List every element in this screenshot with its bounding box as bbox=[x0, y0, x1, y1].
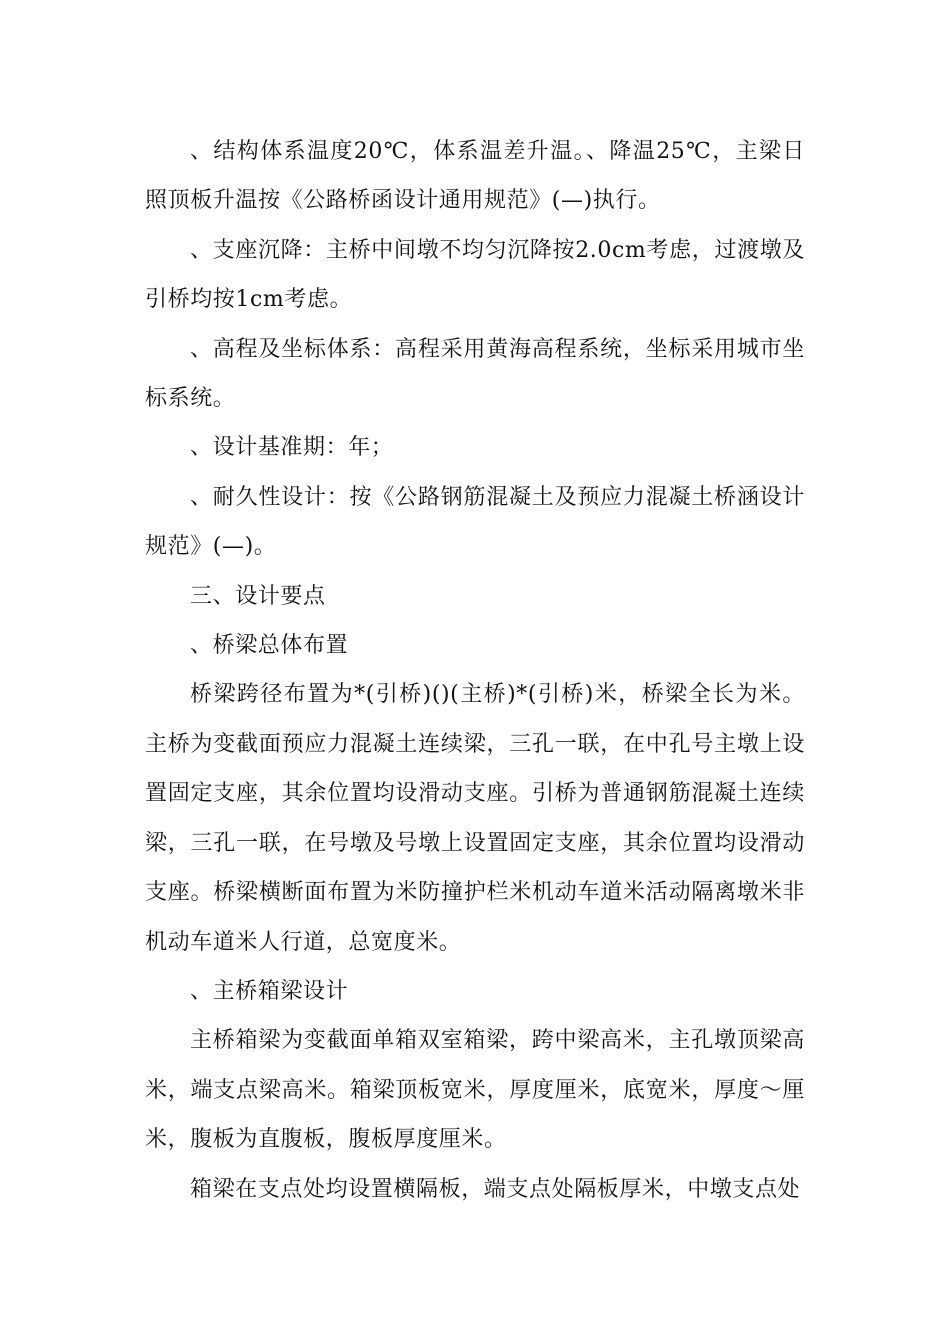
paragraph-temperature: 、结构体系温度20℃，体系温差升温。、降温25℃，主梁日照顶板升温按《公路桥函设计通用规范》(—)执行。 bbox=[145, 139, 805, 214]
paragraph-elevation-coordinates: 、高程及坐标体系：高程采用黄海高程系统，坐标采用城市坐标系统。 bbox=[145, 336, 805, 412]
paragraph-durability-design: 、耐久性设计：按《公路钢筋混凝土及预应力混凝土桥涵设计规范》(—)。 bbox=[145, 484, 805, 560]
subheading-main-box-girder: 、主桥箱梁设计 bbox=[190, 978, 349, 1004]
paragraph-bridge-layout: 桥梁跨径布置为*(引桥)()(主桥)*(引桥)米，桥梁全长为米。主桥为变截面预应力混凝土连续梁，三孔一联，在中孔号主墩上设置固定支座，其余位置均设滑动支座。引桥为普通钢筋混凝土连续梁，三孔一联，在号墩及号墩上设置固定支座，其余位置均设滑动支座。桥梁横断面布置为米防撞护栏米机动车道米活动隔离墩米非机动车道米人行道，总宽度米。 bbox=[145, 682, 805, 955]
document-body bbox=[145, 127, 805, 1214]
section-heading-design-points: 三、设计要点 bbox=[190, 583, 326, 609]
paragraph-bearing-settlement: 、支座沉降：主桥中间墩不均匀沉降按2.0cm考虑，过渡墩及引桥均按1cm考虑。 bbox=[145, 237, 805, 313]
paragraph-diaphragms: 箱梁在支点处均设置横隔板，端支点处隔板厚米，中墩支点处 bbox=[190, 1176, 801, 1202]
paragraph-design-reference-period: 、设计基准期：年； bbox=[190, 435, 394, 461]
paragraph-main-box-girder: 主桥箱梁为变截面单箱双室箱梁，跨中梁高米，主孔墩顶梁高米，端支点梁高米。箱梁顶板宽米，厚度厘米，底宽米，厚度～厘米，腹板为直腹板，腹板厚度厘米。 bbox=[145, 1028, 805, 1153]
subheading-bridge-layout: 、桥梁总体布置 bbox=[190, 633, 349, 659]
